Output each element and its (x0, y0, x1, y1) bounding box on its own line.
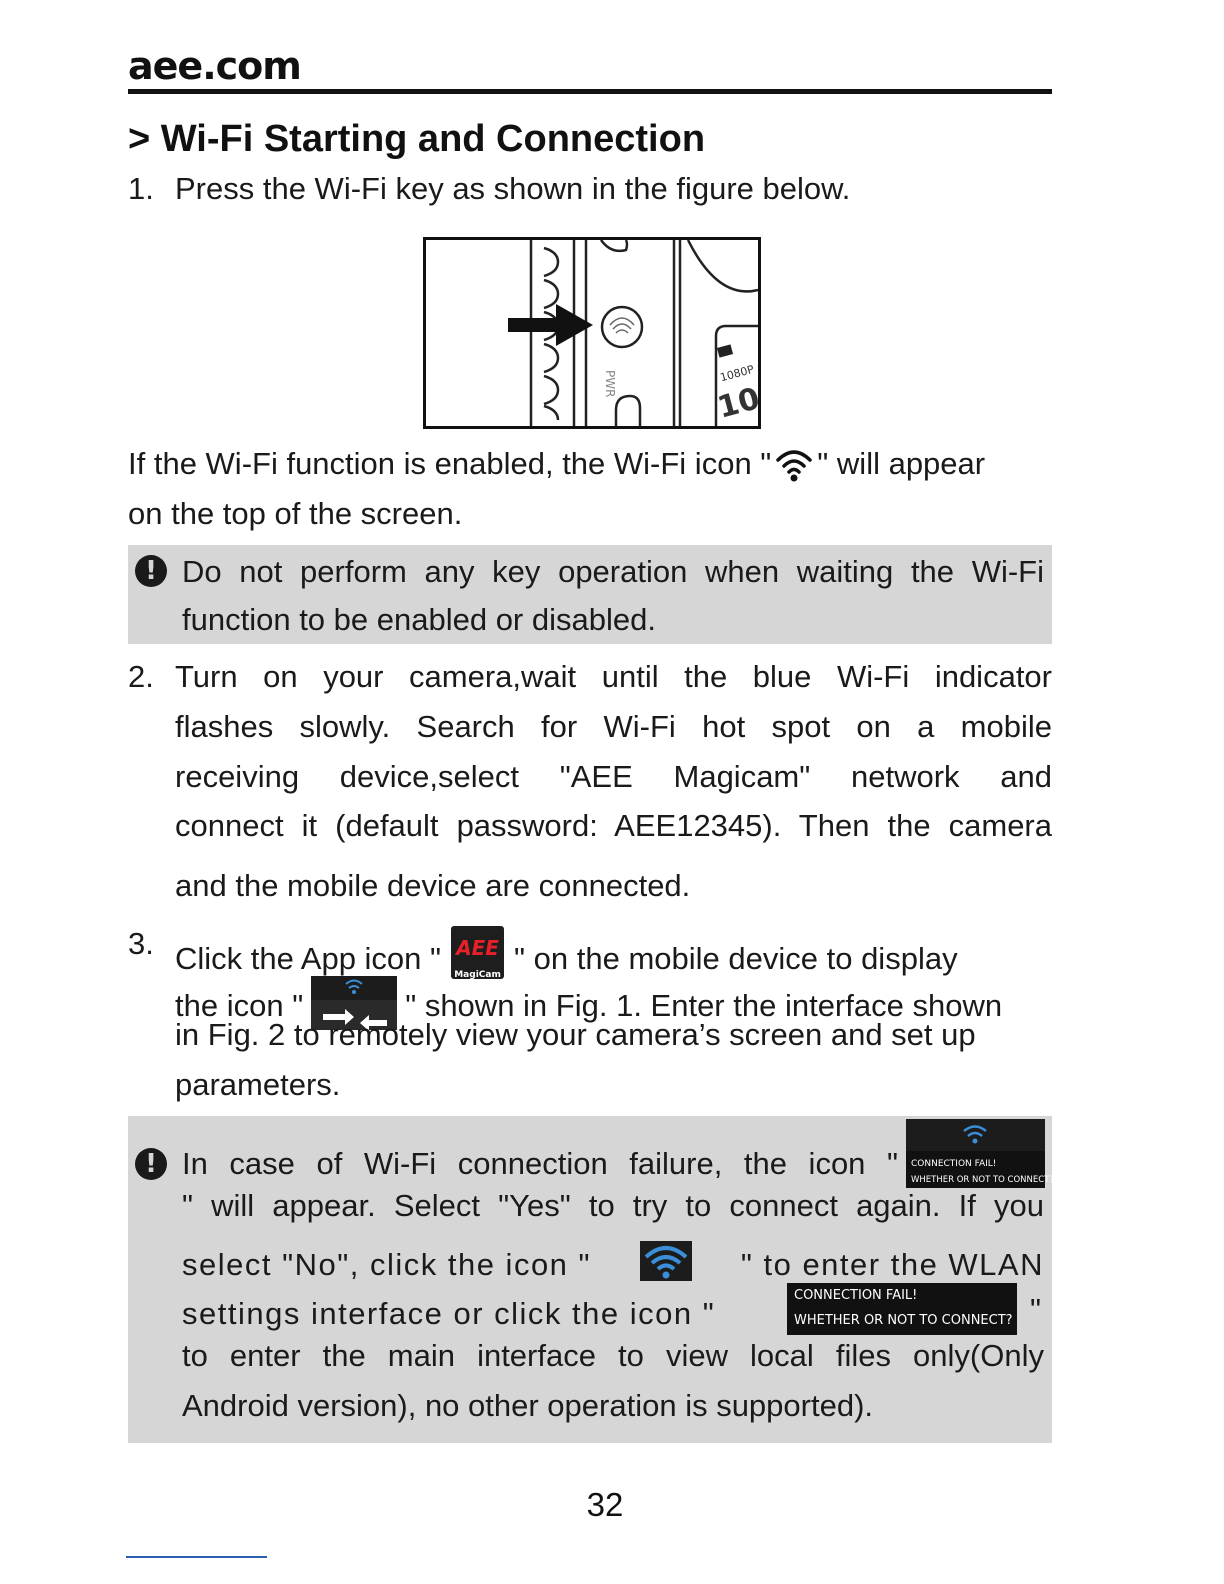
connection-fail-small-icon: CONNECTION FAIL! WHETHER OR NOT TO CONNECT? (906, 1119, 1045, 1188)
arrow-icon (508, 304, 593, 346)
step3-line3: in Fig. 2 to remotely view your camera’s screen and set up (175, 1017, 976, 1052)
note2-line2: " will appear. Select "Yes" to try to connect again. If you (182, 1188, 1044, 1223)
note2-line4-post: " (1030, 1292, 1042, 1327)
wifi-icon (775, 448, 813, 484)
step2-line4: connect it (default password: AEE12345). Then the camera (175, 808, 1052, 843)
mode-label: 10 (714, 381, 764, 426)
step1-number: 1. (128, 171, 154, 206)
note-box-1 (128, 545, 1052, 644)
step2-number: 2. (128, 659, 154, 694)
step2-line5: and the mobile device are connected. (175, 868, 691, 903)
note2-line5: to enter the main interface to view local files only(Only (182, 1338, 1044, 1373)
step3-line4: parameters. (175, 1067, 341, 1102)
brand-logo: aee.com (128, 44, 301, 88)
note1-line2: function to be enabled or disabled. (182, 602, 656, 637)
note2-line4-pre: settings interface or click the icon " (182, 1296, 716, 1331)
step3-line2: the icon " " shown in Fig. 1. Enter the interface shown (175, 976, 1002, 1038)
header-rule (128, 89, 1052, 94)
wifi-key-figure (423, 237, 764, 429)
pwr-label: PWR (603, 370, 617, 398)
note1-line1: Do not perform any key operation when waiting the Wi-Fi (182, 554, 1044, 589)
warning-icon: ! (135, 555, 167, 587)
connection-fail-large-icon: CONNECTION FAIL! WHETHER OR NOT TO CONNECT? (787, 1283, 1017, 1335)
warning-icon: ! (135, 1148, 167, 1180)
resolution-label: 1080P (718, 362, 756, 385)
note2-line3: select "No", click the icon " " to enter the WLAN (182, 1241, 1044, 1289)
note-box-2 (128, 1116, 1052, 1443)
wlan-settings-icon (640, 1241, 692, 1289)
step3-line1: Click the App icon " AEE MagiCam " on the mobile device to display (175, 926, 958, 979)
wifi-key-icon (610, 318, 634, 333)
wifi-enabled-line2: on the top of the screen. (128, 496, 463, 531)
camera-side-illustration (426, 240, 764, 426)
step1-text: Press the Wi-Fi key as shown in the figure below. (175, 171, 851, 206)
note2-line6: Android version), no other operation is supported). (182, 1388, 874, 1423)
note2-line1: In case of Wi-Fi connection failure, the icon " (182, 1146, 898, 1181)
page-number: 32 (586, 1486, 624, 1523)
footer-line (126, 1556, 267, 1558)
aee-app-icon: AEE MagiCam (451, 926, 504, 979)
step2-line1: Turn on your camera,wait until the blue Wi-Fi indicator (175, 659, 1052, 694)
step3-number: 3. (128, 926, 154, 961)
step2-line2: flashes slowly. Search for Wi-Fi hot spot on a mobile (175, 709, 1052, 744)
wifi-enabled-line1: If the Wi-Fi function is enabled, the Wi-Fi icon " " will appear (128, 446, 985, 484)
section-title: > Wi-Fi Starting and Connection (128, 118, 706, 160)
step2-line3: receiving device,select "AEE Magicam" network and (175, 759, 1052, 794)
